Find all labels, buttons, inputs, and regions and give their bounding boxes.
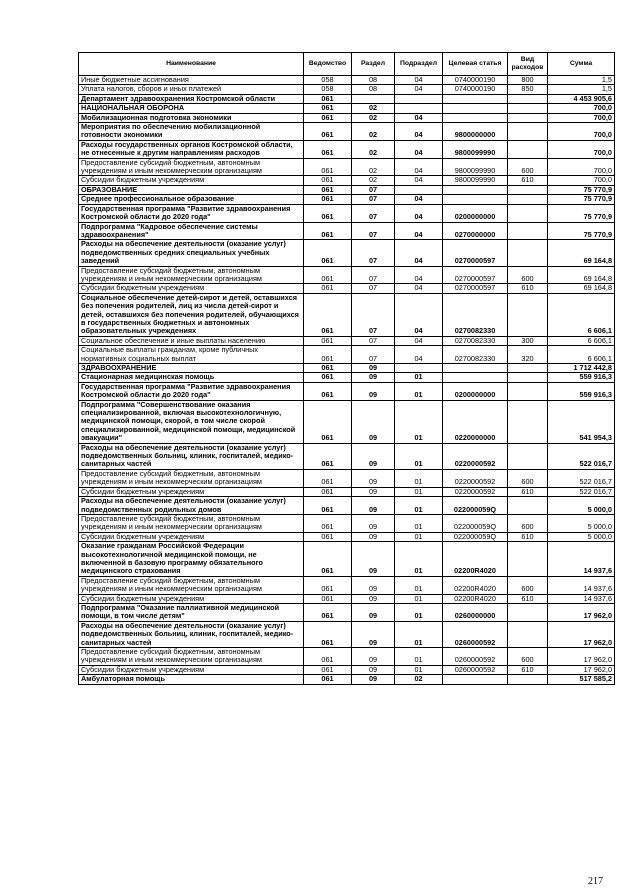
cell-podr: 04 [395,336,443,345]
cell-podr: 01 [395,648,443,666]
page-number: 217 [588,876,603,887]
cell-podr [395,94,443,103]
table-row [79,576,615,594]
cell-vr: 610 [508,532,548,541]
cell-cs [443,94,508,103]
cell-ved: 061 [304,94,352,103]
cell-sum: 17 962,0 [548,648,615,666]
cell-ved: 061 [304,204,352,222]
cell-vr: 850 [508,85,548,94]
cell-podr: 04 [395,204,443,222]
cell-name: Расходы на обеспечение деятельности (оказание услуг) подведомственных родильных домов [79,497,304,515]
header-amount: Сумма [548,53,615,76]
cell-vr [508,195,548,204]
cell-name: Предоставление субсидий бюджетным, автономным учреждениям и иным некоммерческим организациям [79,514,304,532]
cell-sum: 1 712 442,8 [548,364,615,373]
cell-ved: 058 [304,85,352,94]
cell-vr [508,104,548,113]
header-section: Раздел [352,53,395,76]
cell-cs: 0270082330 [443,336,508,345]
cell-ved: 061 [304,185,352,194]
cell-cs [443,185,508,194]
cell-vr: 600 [508,514,548,532]
cell-podr: 04 [395,222,443,240]
cell-sum: 6 606,1 [548,293,615,336]
cell-name: ОБРАЗОВАНИЕ [79,185,304,194]
cell-razd: 09 [352,621,395,647]
header-subsection: Подраздел [395,53,443,76]
cell-podr: 04 [395,195,443,204]
table-row [79,204,615,222]
cell-cs: 02200R4020 [443,542,508,577]
cell-razd: 09 [352,373,395,382]
cell-cs: 0260000592 [443,621,508,647]
cell-cs: 0200000000 [443,204,508,222]
cell-name: Расходы на обеспечение деятельности (оказание услуг) подведомственных средних специальных учебных заведений [79,240,304,266]
cell-name: Расходы на обеспечение деятельности (оказание услуг) подведомственных больниц, клиник, госпиталей, медико-санитарных частей [79,443,304,469]
cell-vr: 600 [508,158,548,176]
table-row [79,85,615,94]
table-row [79,123,615,141]
cell-cs: 0200000000 [443,382,508,400]
cell-cs: 0220000000 [443,400,508,443]
table-row [79,176,615,185]
cell-cs: 022000059Q [443,532,508,541]
cell-sum: 700,0 [548,104,615,113]
cell-sum: 17 962,0 [548,603,615,621]
cell-cs: 0270000597 [443,266,508,284]
table-row [79,284,615,293]
cell-ved: 061 [304,514,352,532]
cell-razd: 09 [352,675,395,684]
cell-ved: 061 [304,532,352,541]
cell-ved: 061 [304,487,352,496]
cell-vr: 300 [508,336,548,345]
cell-razd: 09 [352,532,395,541]
table-row [79,400,615,443]
cell-name: Субсидии бюджетным учреждениям [79,176,304,185]
cell-razd: 07 [352,293,395,336]
cell-cs [443,373,508,382]
budget-table [78,52,615,685]
cell-vr [508,364,548,373]
cell-razd: 02 [352,113,395,122]
cell-sum: 17 962,0 [548,621,615,647]
cell-name: Подпрограмма "Совершенствование оказания специализированной, включая высокотехнологичную, медицинской помощи, скорой, в том числе скорой специализированной, медицинской помощи, медицинской эвакуации" [79,400,304,443]
cell-name: Государственная программа "Развитие здравоохранения Костромской области до 2020 года" [79,382,304,400]
cell-vr [508,675,548,684]
cell-cs [443,113,508,122]
cell-podr: 01 [395,373,443,382]
cell-ved: 061 [304,382,352,400]
cell-podr: 02 [395,675,443,684]
cell-podr: 01 [395,532,443,541]
cell-sum: 700,0 [548,176,615,185]
cell-vr [508,400,548,443]
cell-cs: 02200R4020 [443,594,508,603]
cell-razd: 09 [352,487,395,496]
cell-razd: 09 [352,514,395,532]
cell-cs: 0260000592 [443,665,508,674]
cell-vr [508,497,548,515]
table-row [79,382,615,400]
header-target-article: Целевая статья [443,53,508,76]
cell-sum: 700,0 [548,140,615,158]
cell-razd: 09 [352,497,395,515]
cell-razd: 09 [352,648,395,666]
cell-name: Оказание гражданам Российской Федерации высокотехнологичной медицинской помощи, не включенной в базовую программу обязательного медицинского страхования [79,542,304,577]
cell-ved: 061 [304,195,352,204]
cell-podr: 01 [395,665,443,674]
cell-razd: 07 [352,346,395,364]
cell-name: Стационарная медицинская помощь [79,373,304,382]
cell-name: Предоставление субсидий бюджетным, автономным учреждениям и иным некоммерческим организациям [79,576,304,594]
cell-ved: 061 [304,665,352,674]
cell-cs: 02200R4020 [443,576,508,594]
cell-name: Государственная программа "Развитие здравоохранения Костромской области до 2020 года" [79,204,304,222]
table-row [79,542,615,577]
cell-podr: 04 [395,85,443,94]
cell-ved: 061 [304,603,352,621]
cell-ved: 061 [304,443,352,469]
cell-razd: 07 [352,204,395,222]
cell-sum: 522 016,7 [548,487,615,496]
cell-ved: 061 [304,346,352,364]
cell-podr: 01 [395,487,443,496]
cell-name: Подпрограмма "Оказание паллиативной медицинской помощи, в том числе детям" [79,603,304,621]
cell-razd: 09 [352,576,395,594]
cell-name: НАЦИОНАЛЬНАЯ ОБОРОНА [79,104,304,113]
cell-podr: 01 [395,621,443,647]
table-row [79,621,615,647]
table-row [79,443,615,469]
cell-sum: 517 585,2 [548,675,615,684]
cell-vr: 610 [508,284,548,293]
cell-razd: 02 [352,123,395,141]
cell-razd: 07 [352,185,395,194]
table-row [79,240,615,266]
cell-podr: 01 [395,603,443,621]
cell-cs: 9800000000 [443,123,508,141]
cell-ved: 061 [304,576,352,594]
cell-cs [443,195,508,204]
cell-sum: 17 962,0 [548,665,615,674]
cell-sum: 14 937,6 [548,576,615,594]
cell-name: Социальные выплаты гражданам, кроме публичных нормативных социальных выплат [79,346,304,364]
cell-cs: 9800099990 [443,140,508,158]
cell-cs: 0270000597 [443,240,508,266]
cell-ved: 061 [304,158,352,176]
cell-podr: 04 [395,176,443,185]
cell-vr [508,443,548,469]
cell-razd: 08 [352,85,395,94]
cell-sum: 75 770,9 [548,204,615,222]
cell-sum: 4 453 905,6 [548,94,615,103]
header-department: Ведомство [304,53,352,76]
table-row [79,514,615,532]
table-row [79,266,615,284]
cell-sum: 559 916,3 [548,382,615,400]
cell-sum: 14 937,6 [548,542,615,577]
cell-ved: 061 [304,469,352,487]
cell-ved: 061 [304,497,352,515]
cell-vr [508,542,548,577]
cell-podr: 01 [395,443,443,469]
cell-razd: 09 [352,665,395,674]
cell-ved: 061 [304,123,352,141]
cell-cs: 9800099990 [443,158,508,176]
cell-name: Мобилизационная подготовка экономики [79,113,304,122]
cell-razd: 09 [352,400,395,443]
cell-ved: 061 [304,113,352,122]
cell-sum: 75 770,9 [548,195,615,204]
cell-podr: 01 [395,594,443,603]
cell-podr: 04 [395,284,443,293]
table-row [79,603,615,621]
cell-sum: 1,5 [548,85,615,94]
cell-ved: 058 [304,76,352,85]
cell-podr: 04 [395,123,443,141]
cell-ved: 061 [304,240,352,266]
cell-sum: 75 770,9 [548,185,615,194]
cell-name: Мероприятия по обеспечению мобилизационной готовности экономики [79,123,304,141]
cell-vr [508,293,548,336]
cell-podr: 01 [395,542,443,577]
table-row [79,222,615,240]
cell-name: Субсидии бюджетным учреждениям [79,487,304,496]
cell-razd: 07 [352,222,395,240]
table-row [79,469,615,487]
cell-cs: 022000059Q [443,497,508,515]
cell-podr: 04 [395,266,443,284]
cell-podr: 01 [395,382,443,400]
cell-ved: 061 [304,364,352,373]
cell-vr [508,140,548,158]
cell-sum: 700,0 [548,113,615,122]
table-row [79,497,615,515]
cell-name: Среднее профессиональное образование [79,195,304,204]
cell-vr: 800 [508,76,548,85]
cell-sum: 5 000,0 [548,532,615,541]
cell-name: Уплата налогов, сборов и иных платежей [79,85,304,94]
cell-ved: 061 [304,140,352,158]
cell-name: Департамент здравоохранения Костромской области [79,94,304,103]
cell-vr: 600 [508,469,548,487]
cell-name: Предоставление субсидий бюджетным, автономным учреждениям и иным некоммерческим организациям [79,266,304,284]
cell-vr [508,240,548,266]
cell-cs: 022000059Q [443,514,508,532]
cell-cs: 0220000592 [443,443,508,469]
cell-razd: 08 [352,76,395,85]
cell-razd: 02 [352,176,395,185]
cell-podr: 04 [395,240,443,266]
cell-razd: 02 [352,140,395,158]
cell-sum: 6 606,1 [548,336,615,345]
cell-vr [508,113,548,122]
table-row [79,104,615,113]
cell-podr: 04 [395,293,443,336]
cell-podr: 01 [395,400,443,443]
cell-vr: 320 [508,346,548,364]
cell-vr [508,123,548,141]
cell-ved: 061 [304,400,352,443]
cell-vr [508,382,548,400]
cell-vr [508,185,548,194]
cell-ved: 061 [304,675,352,684]
cell-name: Расходы на обеспечение деятельности (оказание услуг) подведомственных больниц, клиник, госпиталей, медико-санитарных частей [79,621,304,647]
cell-podr: 01 [395,514,443,532]
table-row [79,346,615,364]
cell-name: Иные бюджетные ассигнования [79,76,304,85]
table-row [79,648,615,666]
cell-name: Субсидии бюджетным учреждениям [79,532,304,541]
cell-razd: 09 [352,443,395,469]
cell-sum: 69 164,8 [548,240,615,266]
cell-sum: 5 000,0 [548,497,615,515]
cell-name: Субсидии бюджетным учреждениям [79,594,304,603]
cell-razd: 07 [352,284,395,293]
cell-sum: 541 954,3 [548,400,615,443]
cell-ved: 061 [304,104,352,113]
cell-cs: 0270000597 [443,284,508,293]
cell-ved: 061 [304,373,352,382]
cell-podr: 01 [395,576,443,594]
cell-sum: 5 000,0 [548,514,615,532]
cell-razd: 09 [352,594,395,603]
cell-name: Подпрограмма "Кадровое обеспечение системы здравоохранения" [79,222,304,240]
cell-vr: 610 [508,594,548,603]
cell-razd: 07 [352,266,395,284]
cell-cs: 0270000000 [443,222,508,240]
cell-name: Амбулаторная помощь [79,675,304,684]
cell-ved: 061 [304,222,352,240]
cell-razd: 09 [352,603,395,621]
table-row [79,373,615,382]
cell-podr: 04 [395,140,443,158]
cell-name: Предоставление субсидий бюджетным, автономным учреждениям и иным некоммерческим организациям [79,469,304,487]
cell-vr: 610 [508,665,548,674]
cell-sum: 69 164,8 [548,284,615,293]
cell-podr: 04 [395,158,443,176]
cell-ved: 061 [304,594,352,603]
cell-name: ЗДРАВООХРАНЕНИЕ [79,364,304,373]
cell-razd: 09 [352,542,395,577]
header-expense-type: Вид расходов [508,53,548,76]
cell-cs: 9800099990 [443,176,508,185]
cell-sum: 700,0 [548,123,615,141]
cell-sum: 6 606,1 [548,346,615,364]
table-row [79,158,615,176]
cell-cs: 0260000592 [443,648,508,666]
cell-cs: 0740000190 [443,76,508,85]
header-row [79,53,615,76]
cell-vr [508,621,548,647]
cell-vr [508,603,548,621]
cell-cs: 0220000592 [443,469,508,487]
cell-podr: 04 [395,346,443,364]
cell-vr [508,204,548,222]
cell-name: Субсидии бюджетным учреждениям [79,284,304,293]
cell-name: Расходы государственных органов Костромской области, не отнесенные к другим направлениям расходов [79,140,304,158]
cell-ved: 061 [304,266,352,284]
cell-ved: 061 [304,176,352,185]
cell-sum: 69 164,8 [548,266,615,284]
table-row [79,675,615,684]
cell-cs: 0270082330 [443,293,508,336]
cell-razd: 07 [352,195,395,204]
table-row [79,293,615,336]
cell-ved: 061 [304,542,352,577]
cell-cs: 0740000190 [443,85,508,94]
cell-podr: 01 [395,497,443,515]
cell-podr: 01 [395,469,443,487]
cell-razd: 09 [352,364,395,373]
cell-cs: 0270082330 [443,346,508,364]
cell-ved: 061 [304,648,352,666]
cell-vr: 600 [508,576,548,594]
cell-razd: 07 [352,336,395,345]
cell-name: Социальное обеспечение и иные выплаты населению [79,336,304,345]
cell-ved: 061 [304,336,352,345]
cell-sum: 522 016,7 [548,443,615,469]
cell-podr: 04 [395,76,443,85]
cell-razd: 02 [352,158,395,176]
cell-podr: 04 [395,113,443,122]
cell-cs: 0260000000 [443,603,508,621]
cell-vr: 600 [508,648,548,666]
cell-razd: 09 [352,382,395,400]
cell-sum: 559 916,3 [548,373,615,382]
cell-vr [508,94,548,103]
cell-name: Предоставление субсидий бюджетным, автономным учреждениям и иным некоммерческим организациям [79,158,304,176]
cell-cs [443,364,508,373]
cell-ved: 061 [304,293,352,336]
cell-vr [508,222,548,240]
cell-vr: 610 [508,487,548,496]
cell-cs [443,104,508,113]
cell-podr [395,104,443,113]
cell-vr [508,373,548,382]
cell-sum: 14 937,6 [548,594,615,603]
cell-cs [443,675,508,684]
cell-ved: 061 [304,284,352,293]
table-row [79,140,615,158]
header-name: Наименование [79,53,304,76]
table-row [79,195,615,204]
cell-sum: 75 770,9 [548,222,615,240]
cell-sum: 700,0 [548,158,615,176]
cell-name: Субсидии бюджетным учреждениям [79,665,304,674]
cell-sum: 1,5 [548,76,615,85]
table-body [79,76,615,685]
cell-razd: 07 [352,240,395,266]
cell-name: Предоставление субсидий бюджетным, автономным учреждениям и иным некоммерческим организациям [79,648,304,666]
cell-vr: 610 [508,176,548,185]
cell-ved: 061 [304,621,352,647]
cell-razd: 09 [352,469,395,487]
cell-cs: 0220000592 [443,487,508,496]
cell-sum: 522 016,7 [548,469,615,487]
cell-vr: 600 [508,266,548,284]
cell-name: Социальное обеспечение детей-сирот и детей, оставшихся без попечения родителей, лиц из числа детей-сирот и детей, оставшихся без попечения родителей, обучающихся в государственных бюджетных и автономных образовательных учреждениях [79,293,304,336]
cell-razd: 02 [352,104,395,113]
